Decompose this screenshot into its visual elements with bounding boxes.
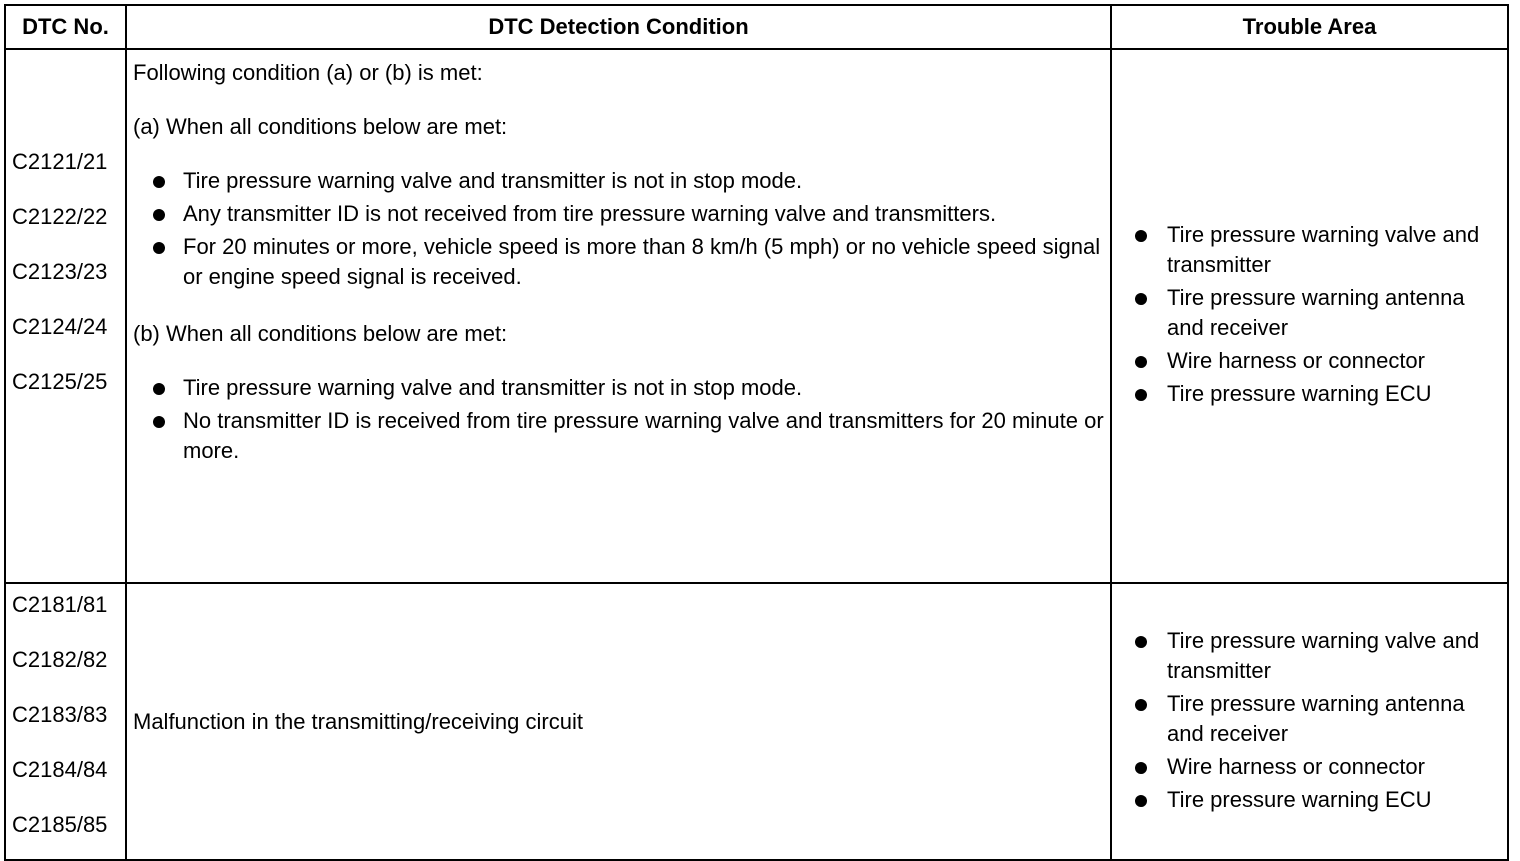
bullet-icon [1135,636,1147,648]
dtc-code: C2182/82 [12,647,108,672]
bullet-icon [1135,795,1147,807]
condition-cell [126,583,1111,860]
list-item: Tire pressure warning valve and transmitter [1112,626,1507,686]
condition-list [133,373,1110,466]
bullet-icon [153,242,165,254]
dtc-code: C2181/81 [12,592,108,617]
trouble-area-list [1112,626,1507,815]
header-row [5,5,1508,49]
dtc-code: C2183/83 [12,702,108,727]
bullet-icon [153,209,165,221]
list-item: Wire harness or connector [1112,752,1507,782]
dtc-code: C2124/24 [12,314,108,339]
dtc-code: C2121/21 [12,149,108,174]
bullet-icon [1135,293,1147,305]
condition-list [133,166,1110,292]
header-dtc-no: DTC No. [5,5,126,49]
bullet-icon [153,383,165,395]
header-condition: DTC Detection Condition [126,5,1111,49]
bullet-icon [1135,699,1147,711]
bullet-icon [153,176,165,188]
trouble-area-list [1112,220,1507,409]
dtc-code: C2123/23 [12,259,108,284]
list-item: Tire pressure warning valve and transmitter [1112,220,1507,280]
list-item: For 20 minutes or more, vehicle speed is more than 8 km/h (5 mph) or no vehicle speed signal or engine speed signal is received. [133,232,1110,292]
list-item: Tire pressure warning ECU [1112,785,1507,815]
bullet-icon [1135,356,1147,368]
bullet-icon [153,416,165,428]
dtc-codes-cell [5,49,126,583]
trouble-area-cell [1111,583,1508,860]
condition-text: Malfunction in the transmitting/receiving circuit [133,708,583,734]
header-trouble-area: Trouble Area [1111,5,1508,49]
dtc-codes-cell [5,583,126,860]
table-row [5,583,1508,860]
trouble-area-cell [1111,49,1508,583]
condition-group-title: (a) When all conditions below are met: [133,114,508,139]
condition-cell [126,49,1111,583]
list-item: Tire pressure warning antenna and receiver [1112,283,1507,343]
list-item: Tire pressure warning valve and transmitter is not in stop mode. [133,166,1110,196]
list-item: Wire harness or connector [1112,346,1507,376]
bullet-icon [1135,230,1147,242]
list-item: Tire pressure warning valve and transmitter is not in stop mode. [133,373,1110,403]
bullet-icon [1135,389,1147,401]
dtc-code: C2125/25 [12,369,108,394]
dtc-code: C2185/85 [12,812,108,837]
list-item: Any transmitter ID is not received from tire pressure warning valve and transmitters. [133,199,1110,229]
list-item: No transmitter ID is received from tire pressure warning valve and transmitters for 20 minute or more. [133,406,1110,466]
dtc-code: C2122/22 [12,204,108,229]
condition-group-title: (b) When all conditions below are met: [133,321,508,346]
list-item: Tire pressure warning antenna and receiver [1112,689,1507,749]
condition-intro: Following condition (a) or (b) is met: [133,60,483,85]
list-item: Tire pressure warning ECU [1112,379,1507,409]
dtc-table [4,4,1509,861]
dtc-code: C2184/84 [12,757,108,782]
table-row [5,49,1508,583]
